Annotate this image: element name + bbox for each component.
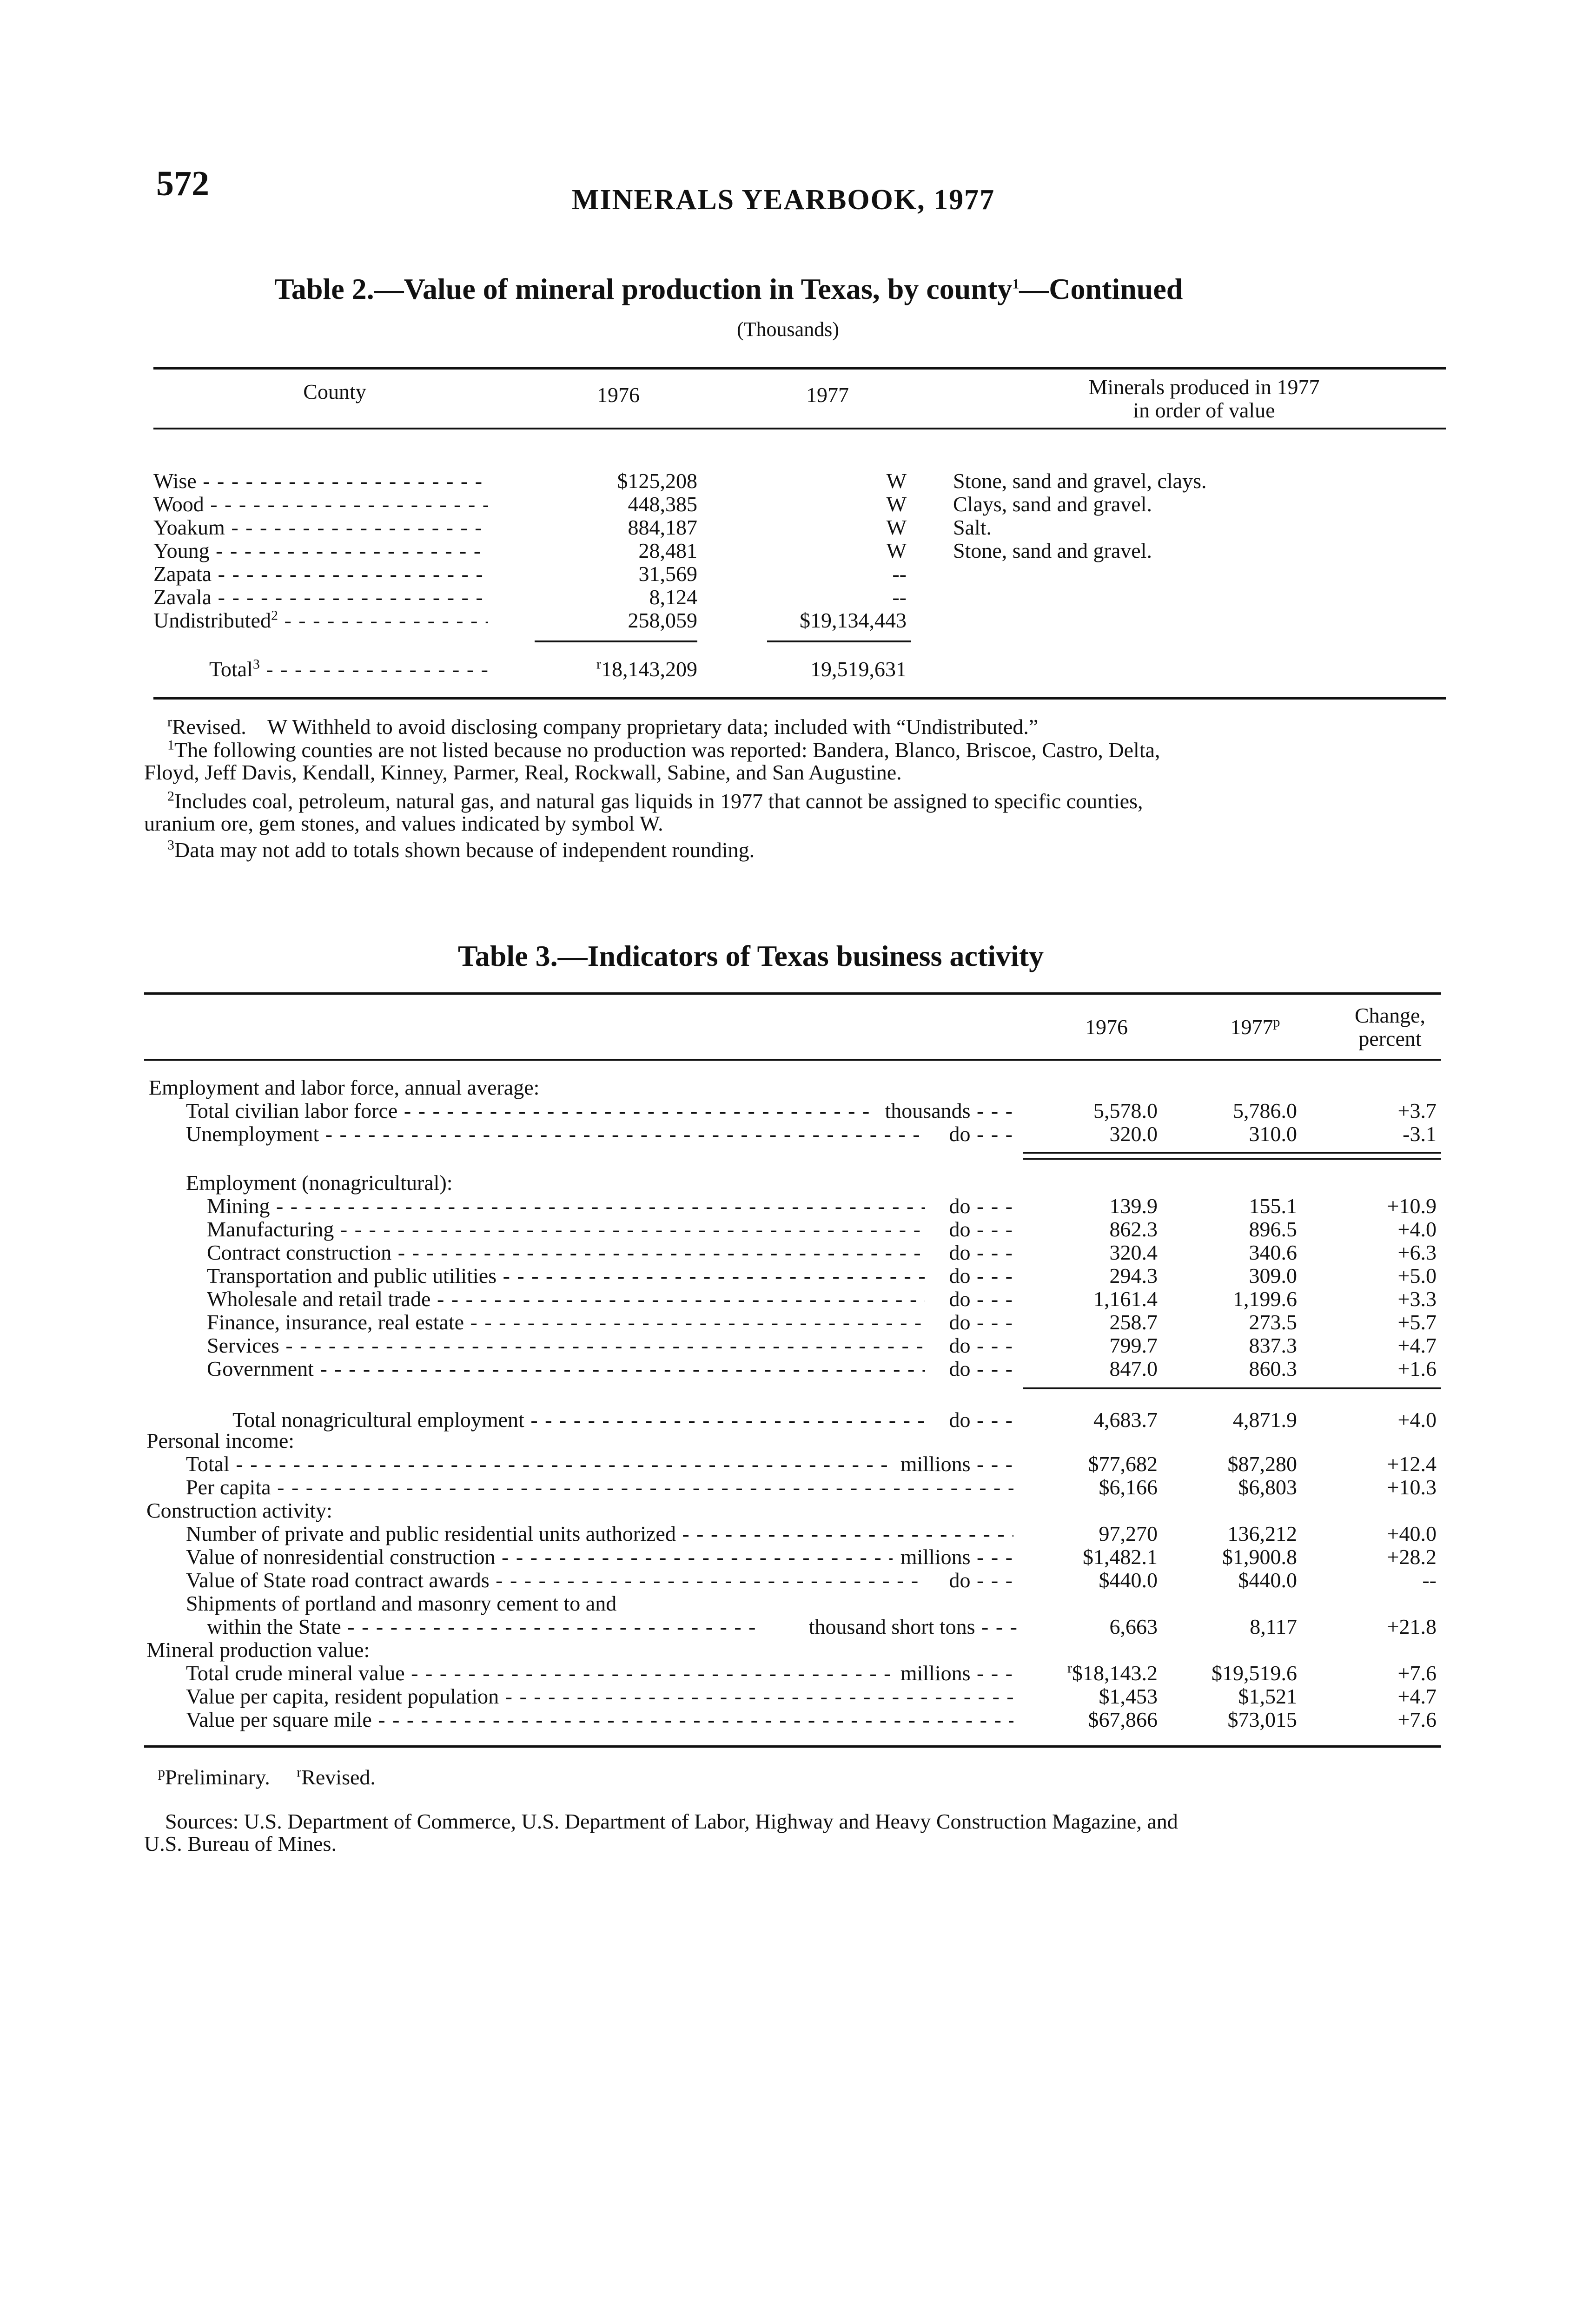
change-percent: +4.7 [1397, 1334, 1437, 1357]
row-label: Total nonagricultural employment - - - [232, 1408, 925, 1432]
value-1977: $1,900.8 [1222, 1545, 1297, 1569]
row-label: Total civilian labor force - - - [186, 1099, 874, 1122]
sources-note-cont: U.S. Bureau of Mines. [144, 1832, 337, 1855]
table2-col-county: County [303, 380, 366, 403]
table2-title: Table 2.—Value of mineral production in Texas, by county$^1$—Continued [274, 272, 1183, 305]
minerals-produced: Clays, sand and gravel. [953, 492, 1152, 516]
table3-bottom-rule [144, 1745, 1441, 1748]
value-1976: $77,682 [1088, 1452, 1158, 1476]
value-1976: 320.4 [1109, 1241, 1158, 1264]
value-1977: $73,015 [1227, 1708, 1297, 1731]
row-unit: do - - - [925, 1122, 1013, 1146]
row-unit: do - - - [925, 1218, 1013, 1241]
table-row [0, 469, 1569, 493]
table-row [0, 1287, 1569, 1311]
county-name: Wood - - - [153, 493, 488, 516]
table-row [0, 609, 1569, 632]
value-1976: 799.7 [1109, 1334, 1158, 1357]
change-percent: +10.3 [1387, 1475, 1437, 1499]
value-1977: 155.1 [1249, 1194, 1297, 1218]
value-1977: 273.5 [1249, 1310, 1297, 1334]
value-1976: 294.3 [1109, 1264, 1158, 1287]
value-1977: -- [892, 585, 907, 609]
row-label: Wholesale and retail trade - - - [207, 1287, 925, 1311]
table-row [0, 562, 1569, 586]
change-percent: +3.3 [1397, 1287, 1437, 1311]
value-1977: 837.3 [1249, 1334, 1297, 1357]
table-row [0, 1099, 1569, 1122]
row-label: Shipments of portland and masonry cement to and [186, 1591, 617, 1615]
table-row [0, 1545, 1569, 1569]
footnote-1-cont: Floyd, Jeff Davis, Kendall, Kinney, Parmer, Real, Rockwall, Sabine, and San Augustine. [144, 760, 902, 784]
total-1976: $^r$18,143,209 [596, 656, 697, 681]
value-1977: 896.5 [1249, 1217, 1297, 1241]
table-row [0, 1476, 1569, 1499]
footnote-1: $^1$The following counties are not listed because no production was reported: Bandera, Blanco, Briscoe, Castro, Delta, [167, 737, 1160, 762]
table-row [0, 1452, 1569, 1476]
row-label: Unemployment - - - [186, 1122, 925, 1146]
value-1976: $67,866 [1088, 1708, 1158, 1731]
table-row [0, 1241, 1569, 1264]
value-1977: 309.0 [1249, 1264, 1297, 1287]
row-label: Manufacturing - - - [207, 1218, 925, 1241]
section-heading: Personal income: [146, 1429, 295, 1452]
row-unit: millions - - - [893, 1662, 1013, 1685]
row-label: Finance, insurance, real estate - - - [207, 1311, 925, 1334]
table-row [0, 1615, 1569, 1638]
value-1976: 862.3 [1109, 1217, 1158, 1241]
section-heading: Mineral production value: [146, 1638, 370, 1662]
section-heading: Employment and labor force, annual average: [149, 1076, 540, 1099]
row-unit: do - - - [925, 1195, 1013, 1218]
change-percent: +1.6 [1397, 1357, 1437, 1380]
table-row [0, 1662, 1569, 1685]
value-1976: $125,208 [617, 469, 697, 493]
running-title: MINERALS YEARBOOK, 1977 [572, 184, 995, 216]
value-1977: 136,212 [1227, 1522, 1297, 1545]
change-percent: +5.0 [1397, 1264, 1437, 1287]
footnote-preliminary: $^p$Preliminary. $^r$Revised. [158, 1764, 376, 1789]
table3-top-rule [144, 992, 1441, 995]
change-percent: +4.0 [1397, 1408, 1437, 1432]
change-percent: +10.9 [1387, 1194, 1437, 1218]
row-unit: do - - - [925, 1569, 1013, 1592]
value-1977: $440.0 [1238, 1568, 1297, 1592]
value-1976: 258,059 [628, 608, 697, 632]
value-1977: $19,519.6 [1212, 1661, 1297, 1685]
table3-header-rule [144, 1059, 1441, 1061]
table-row [0, 1357, 1569, 1380]
footnote-3: $^3$Data may not add to totals shown because of independent rounding. [167, 837, 755, 862]
row-unit: millions - - - [893, 1452, 1013, 1476]
row-unit: do - - - [925, 1334, 1013, 1357]
table-row [0, 1195, 1569, 1218]
change-percent: +7.6 [1397, 1708, 1437, 1731]
value-1977: 5,786.0 [1233, 1099, 1297, 1122]
table-row [0, 1311, 1569, 1334]
table-row-total [0, 658, 1569, 681]
change-percent: +4.7 [1397, 1684, 1437, 1708]
footnote-2-cont: uranium ore, gem stones, and values indicated by symbol W. [144, 812, 663, 835]
row-unit: do - - - [925, 1311, 1013, 1334]
county-name: Undistributed$^2$ - - - [153, 609, 488, 632]
value-1977: W [886, 539, 907, 562]
value-1976: 320.0 [1109, 1122, 1158, 1146]
table-row [0, 1122, 1569, 1146]
row-label: Government - - - [207, 1357, 925, 1380]
footnote-revised: $^r$Revised. W Withheld to avoid disclosing company proprietary data; included with “Undistributed.” [167, 714, 1039, 739]
change-percent: +28.2 [1387, 1545, 1437, 1569]
value-1977: $1,521 [1238, 1684, 1297, 1708]
table-row [0, 1685, 1569, 1708]
table-row [0, 1569, 1569, 1592]
row-unit: thousands - - - [874, 1099, 1013, 1122]
table2-header-rule [153, 428, 1446, 429]
minerals-produced: Stone, sand and gravel, clays. [953, 469, 1207, 493]
row-unit: thousand short tons - - - [758, 1615, 1018, 1638]
table-row [0, 1334, 1569, 1357]
total-rule-1976 [535, 640, 697, 642]
change-percent: +12.4 [1387, 1452, 1437, 1476]
footnote-2: $^2$Includes coal, petroleum, natural gas, and natural gas liquids in 1977 that cannot be assigned to specific counties, [167, 788, 1143, 813]
row-label: Mining - - - [207, 1195, 925, 1218]
minerals-produced: Stone, sand and gravel. [953, 539, 1152, 562]
value-1976: $440.0 [1099, 1568, 1158, 1592]
table-row [0, 1592, 1569, 1615]
table-row [0, 1708, 1569, 1731]
value-1976: 258.7 [1109, 1310, 1158, 1334]
change-percent: +5.7 [1397, 1310, 1437, 1334]
table3-title: Table 3.—Indicators of Texas business activity [458, 939, 1044, 972]
table2-bottom-rule [153, 697, 1446, 700]
value-1977: 8,117 [1250, 1615, 1297, 1638]
total-1977: 19,519,631 [810, 657, 907, 681]
value-1976: $1,482.1 [1083, 1545, 1158, 1569]
table2-subtitle: (Thousands) [737, 318, 839, 341]
table-row [0, 1522, 1569, 1545]
row-label: Per capita - - - [186, 1476, 1013, 1499]
change-percent: +4.0 [1397, 1217, 1437, 1241]
row-label: Value of State road contract awards - - - [186, 1569, 925, 1592]
value-1976: 139.9 [1109, 1194, 1158, 1218]
row-unit: do - - - [925, 1357, 1013, 1380]
county-name: Zapata - - - [153, 562, 488, 586]
county-name: Yoakum - - - [153, 516, 488, 539]
row-label: Services - - - [207, 1334, 925, 1357]
row-label: Contract construction - - - [207, 1241, 925, 1264]
value-1977: 340.6 [1249, 1241, 1297, 1264]
change-percent: +7.6 [1397, 1661, 1437, 1685]
value-1977: W [886, 492, 907, 516]
table2-col-minerals: Minerals produced in 1977 in order of value [1088, 375, 1320, 422]
table3-col-change: Change, percent [1354, 1004, 1425, 1050]
row-unit: do - - - [925, 1408, 1013, 1432]
row-label: Value per square mile - - - [186, 1708, 1013, 1731]
value-1976: 8,124 [649, 585, 697, 609]
section-heading: Employment (nonagricultural): [186, 1171, 453, 1195]
table-row [0, 1218, 1569, 1241]
change-percent: +40.0 [1387, 1522, 1437, 1545]
table-row [0, 493, 1569, 516]
county-name: Wise - - - [153, 469, 488, 493]
value-1976: 448,385 [628, 492, 697, 516]
value-1976: $1,453 [1099, 1684, 1158, 1708]
value-1976: 6,663 [1109, 1615, 1158, 1638]
row-unit: do - - - [925, 1241, 1013, 1264]
value-1976: 847.0 [1109, 1357, 1158, 1380]
total-rule-1977 [767, 640, 911, 642]
value-1976: $6,166 [1099, 1475, 1158, 1499]
row-label: Total - - - [186, 1452, 893, 1476]
table-row [0, 586, 1569, 609]
value-1976: $^r$\$18,143.2 [1067, 1660, 1158, 1685]
value-1977: 1,199.6 [1233, 1287, 1297, 1311]
row-label: Transportation and public utilities - - - [207, 1264, 925, 1287]
table-row [0, 539, 1569, 562]
value-1976: 5,578.0 [1093, 1099, 1158, 1122]
value-1976: 28,481 [638, 539, 697, 562]
value-1977: $87,280 [1227, 1452, 1297, 1476]
row-label: Total crude mineral value - - - [186, 1662, 893, 1685]
table2-col-1977: 1977 [806, 383, 849, 407]
table3-col-1977: 1977$^p$ [1230, 1014, 1280, 1039]
value-1977: W [886, 515, 907, 539]
subtotal-rule [1023, 1158, 1441, 1160]
value-1977: $19,134,443 [800, 608, 907, 632]
row-label: within the State - - - [207, 1615, 758, 1638]
county-name: Zavala - - - [153, 586, 488, 609]
value-1977: W [886, 469, 907, 493]
subtotal-rule [1023, 1152, 1441, 1154]
row-label: Value per capita, resident population - - - [186, 1685, 1013, 1708]
change-percent: +21.8 [1387, 1615, 1437, 1638]
change-percent: +6.3 [1397, 1241, 1437, 1264]
value-1977: 4,871.9 [1233, 1408, 1297, 1432]
page-number: 572 [156, 164, 209, 203]
row-label: Value of nonresidential construction - - - [186, 1545, 893, 1569]
change-percent: -3.1 [1403, 1122, 1437, 1146]
value-1977: -- [892, 562, 907, 586]
county-name: Young - - - [153, 539, 488, 562]
change-percent: -- [1422, 1568, 1437, 1592]
value-1976: 97,270 [1099, 1522, 1158, 1545]
row-label: Number of private and public residential units authorized - - - [186, 1522, 1013, 1545]
row-unit: millions - - - [893, 1545, 1013, 1569]
subtotal-rule [1023, 1387, 1441, 1389]
value-1976: 884,187 [628, 515, 697, 539]
table-row [0, 516, 1569, 539]
total-label: Total$^3$ - - - [209, 658, 488, 681]
table2-top-rule [153, 367, 1446, 370]
table-row [0, 1264, 1569, 1287]
value-1977: $6,803 [1238, 1475, 1297, 1499]
table-row-total [0, 1408, 1569, 1432]
value-1976: 1,161.4 [1093, 1287, 1158, 1311]
table3-col-1976: 1976 [1085, 1015, 1128, 1039]
table2-col-1976: 1976 [597, 383, 640, 407]
value-1976: 4,683.7 [1093, 1408, 1158, 1432]
row-unit: do - - - [925, 1264, 1013, 1287]
sources-note: Sources: U.S. Department of Commerce, U.S. Department of Labor, Highway and Heavy Construction Magazine, and [165, 1809, 1178, 1833]
value-1977: 310.0 [1249, 1122, 1297, 1146]
row-unit: do - - - [925, 1287, 1013, 1311]
section-heading: Construction activity: [146, 1499, 332, 1522]
change-percent: +3.7 [1397, 1099, 1437, 1122]
value-1977: 860.3 [1249, 1357, 1297, 1380]
value-1976: 31,569 [638, 562, 697, 586]
minerals-produced: Salt. [953, 515, 992, 539]
